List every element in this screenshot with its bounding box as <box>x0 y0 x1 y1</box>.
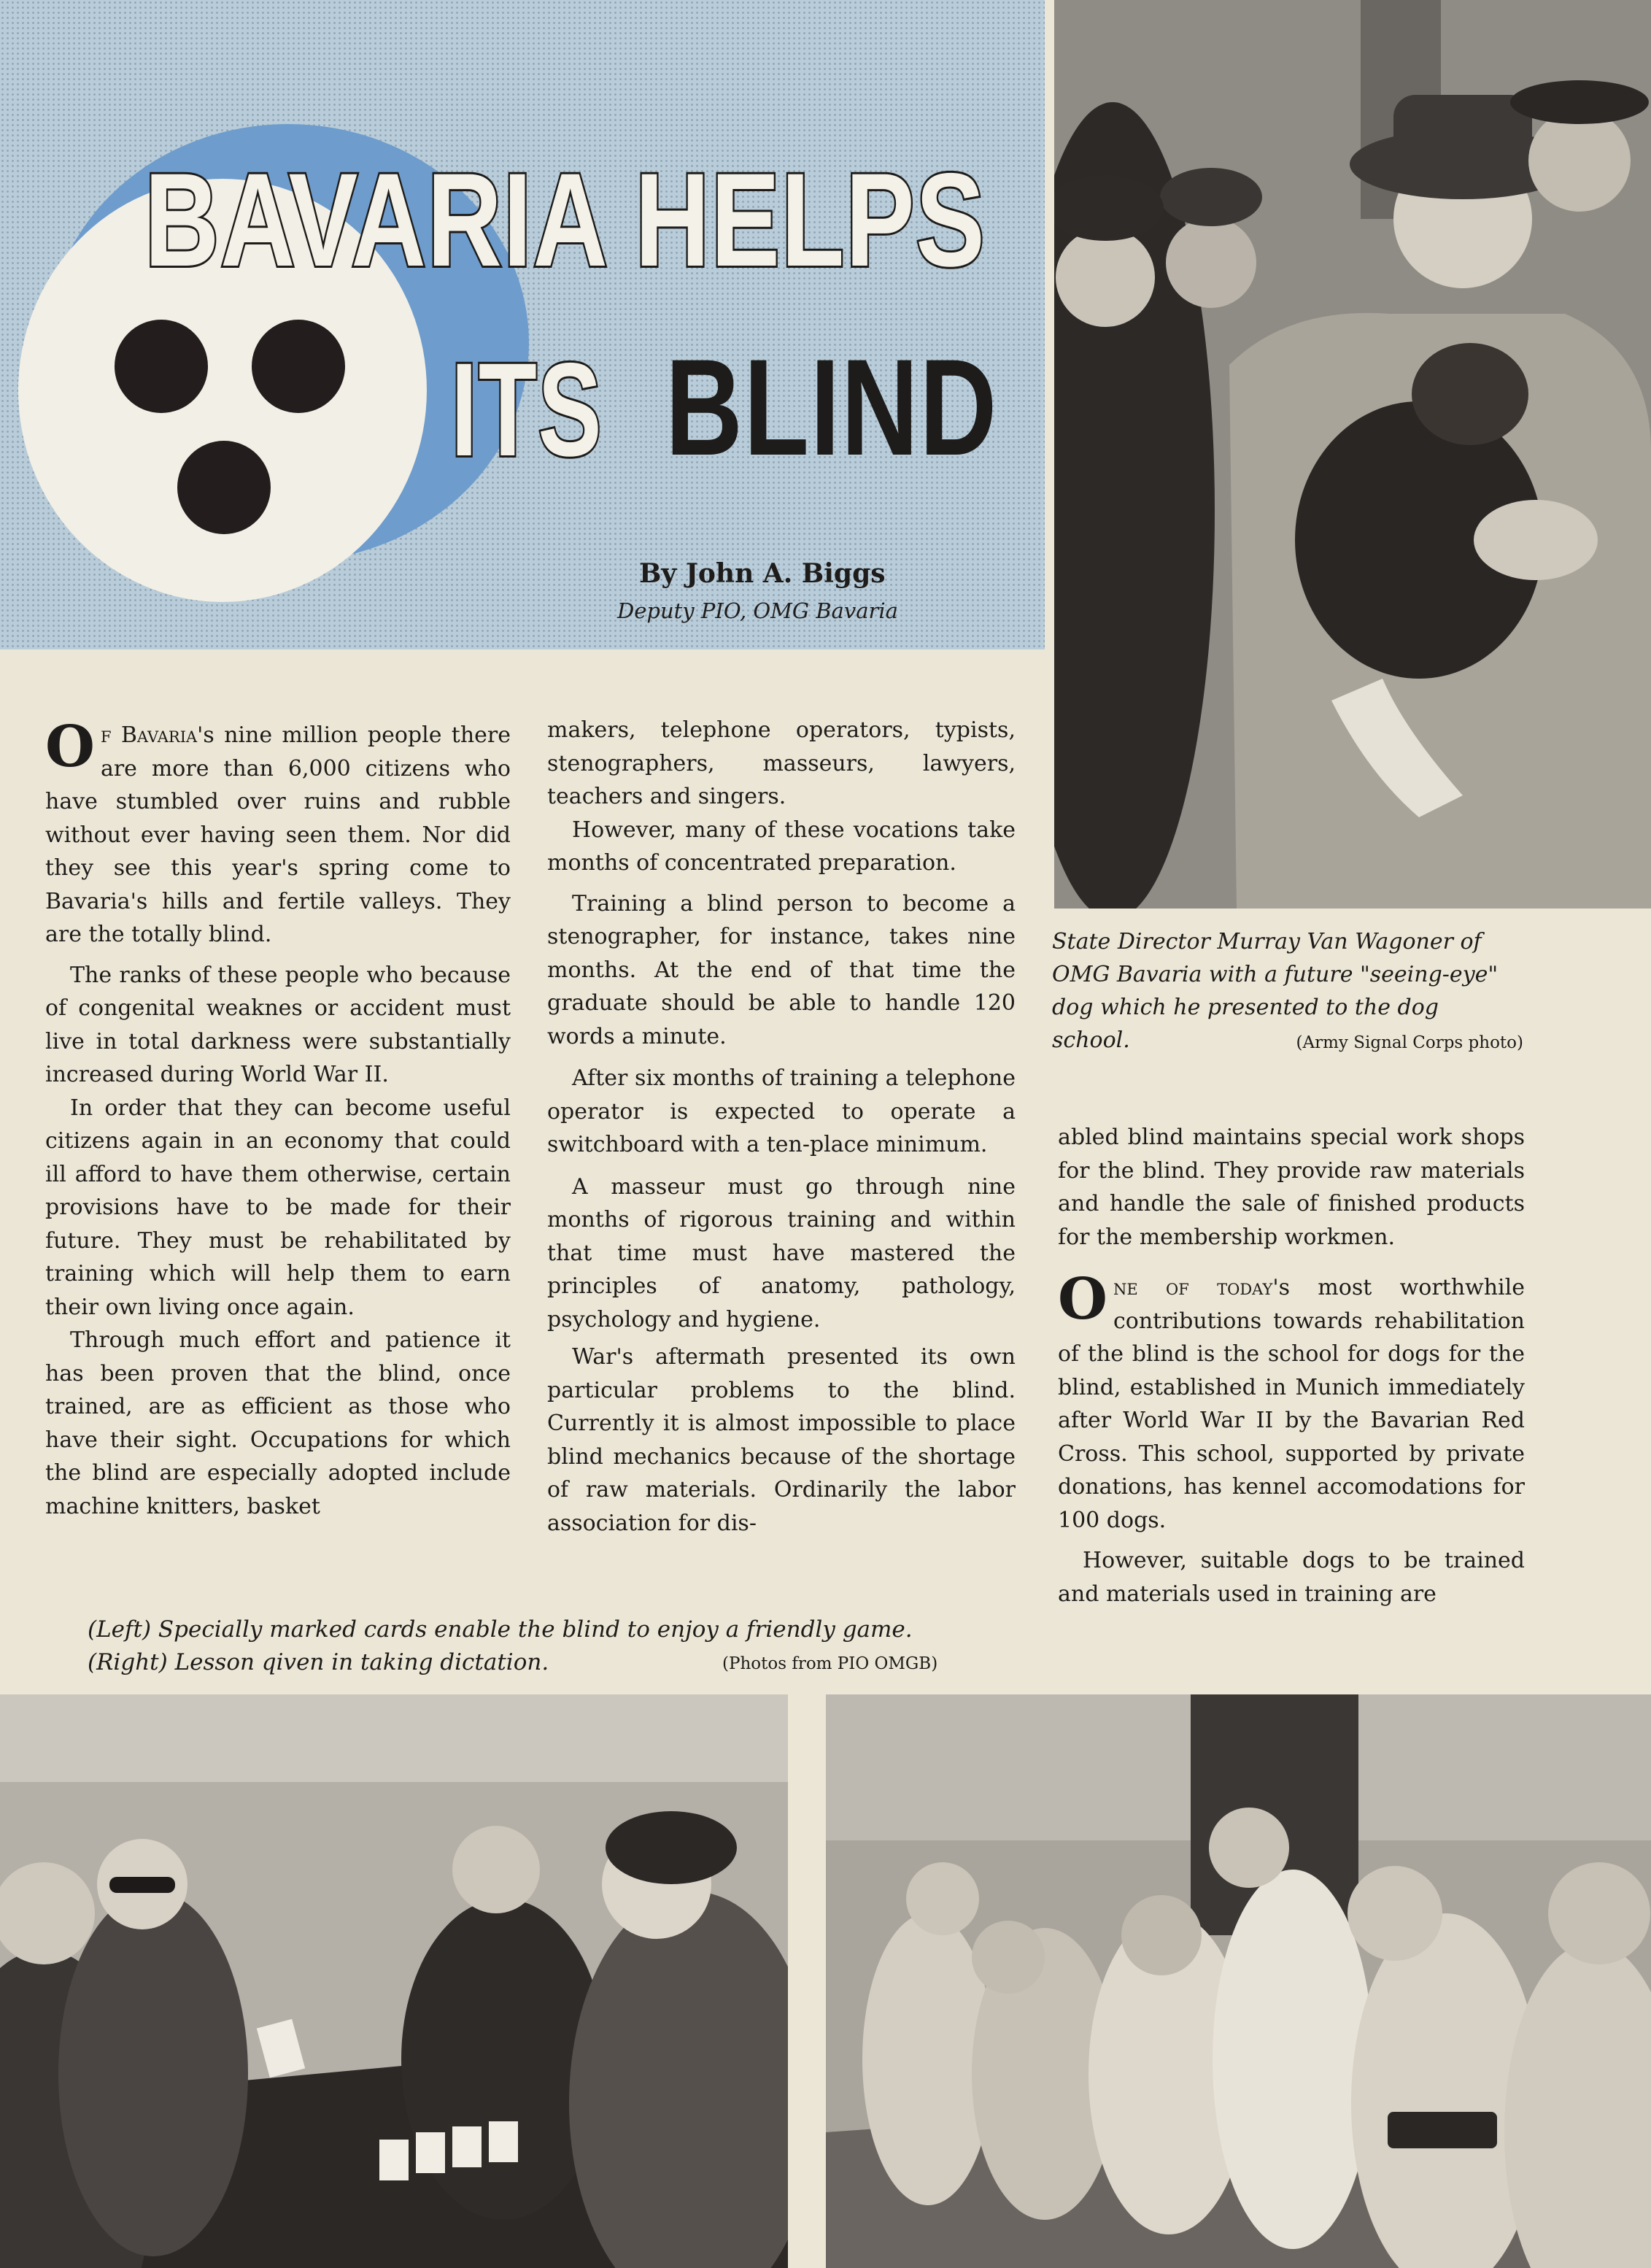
title-blind: BLIND <box>665 331 998 484</box>
photo-dictation-lesson <box>826 1694 1651 2268</box>
drop-cap: O <box>45 714 95 780</box>
paragraph: abled blind maintains special work shops for the blind. They provide raw materials and handle the sale of finished products for the membership workmen. <box>1058 1125 1525 1250</box>
title-panel <box>0 0 1045 649</box>
photo-director-with-dog <box>1054 0 1651 909</box>
paragraph-text: 's most worthwhile contributions towards rehabilitation of the blind is the school for dogs for the blind, established in Munich immediately after World War II by the Bavarian Red Cross. This school, supported by private donations, has kennel accomodations for 100 dogs. <box>1058 1275 1525 1533</box>
title-line-1: BAVARIA HELPS <box>144 145 986 294</box>
braille-dot-icon <box>177 441 271 534</box>
caption-text: State Director Murray Van Wagoner of OMG Bavaria with a future "seeing-eye" dog which he presented to the dog school. <box>1052 929 1499 1053</box>
paragraph: Training a blind person to become a stenographer, for instance, takes nine months. At the end of that time the graduate should be able to handle 120 words a minute. <box>547 890 1016 1049</box>
photo-credit: (Photos from PIO OMGB) <box>722 1654 938 1673</box>
drop-cap: O <box>1058 1266 1107 1332</box>
paragraph: Through much effort and patience it has been proven that the blind, once trained, are as efficient as those who have their sight. Occupations for which the blind are especially adopted include machine knitters, basket <box>45 1327 511 1519</box>
article-column-3 <box>1058 1121 1525 1611</box>
paragraph: makers, telephone operators, typists, stenographers, masseurs, lawyers, teachers and singers. <box>547 717 1016 809</box>
byline: By John A. Biggs <box>639 558 886 589</box>
article-column-2 <box>547 714 1016 1540</box>
paragraph: A masseur must go through nine months of rigorous training and within that time must have mastered the principles of anatomy, pathology, psychology and hygiene. <box>547 1173 1016 1332</box>
lead-in: ne of today <box>1113 1275 1273 1300</box>
braille-dot-icon <box>252 320 345 413</box>
caption-left: (Left) Specially marked cards enable the blind to enjoy a friendly game. <box>88 1616 913 1643</box>
article-column-1 <box>45 714 511 1523</box>
paragraph: The ranks of these people who because of congenital weaknes or accident must live in total darkness were substantially increased during World War II. <box>45 962 511 1087</box>
photo-credit: (Army Signal Corps photo) <box>1296 1033 1523 1052</box>
byline-role: Deputy PIO, OMG Bavaria <box>617 598 898 623</box>
photo-card-game <box>0 1694 788 2268</box>
photo-illustration <box>1054 0 1651 909</box>
paragraph: However, suitable dogs to be trained and materials used in training are <box>1058 1548 1525 1607</box>
photo-caption-top-right <box>1052 925 1523 1060</box>
photo-caption-bottom <box>88 1613 992 1679</box>
paragraph: War's aftermath presented its own particular problems to the blind. Currently it is almost impossible to place blind mechanics because of the shortage of raw materials. Ordinarily the labor association for dis- <box>547 1344 1016 1536</box>
caption-right: (Right) Lesson qiven in taking dictation. <box>88 1649 549 1675</box>
paragraph-text: 's nine million people there are more than 6,000 citizens who have stumbled over ruins and rubble without ever having seen them. Nor did they see this year's spring come to Bavaria's hills and fertile valleys. They are the totally blind. <box>45 722 511 947</box>
paragraph <box>45 714 511 952</box>
paragraph: However, many of these vocations take months of concentrated preparation. <box>547 817 1016 876</box>
photo-illustration <box>826 1694 1651 2268</box>
braille-dot-icon <box>115 320 208 413</box>
caption-right-line <box>88 1646 992 1679</box>
title-its: ITS <box>451 335 603 484</box>
section-break <box>1058 1254 1525 1271</box>
paragraph <box>1058 1266 1525 1537</box>
photo-illustration <box>0 1694 788 2268</box>
paragraph: After six months of training a telephone operator is expected to operate a switchboard with a ten-place minimum. <box>547 1065 1016 1157</box>
paragraph: In order that they can become useful citizens again in an economy that could ill afford to have them otherwise, certain provisions have to be made for their future. They must be rehabilitated by training which will help them to earn their own living once again. <box>45 1095 511 1320</box>
lead-in: f Bavaria <box>100 722 198 748</box>
